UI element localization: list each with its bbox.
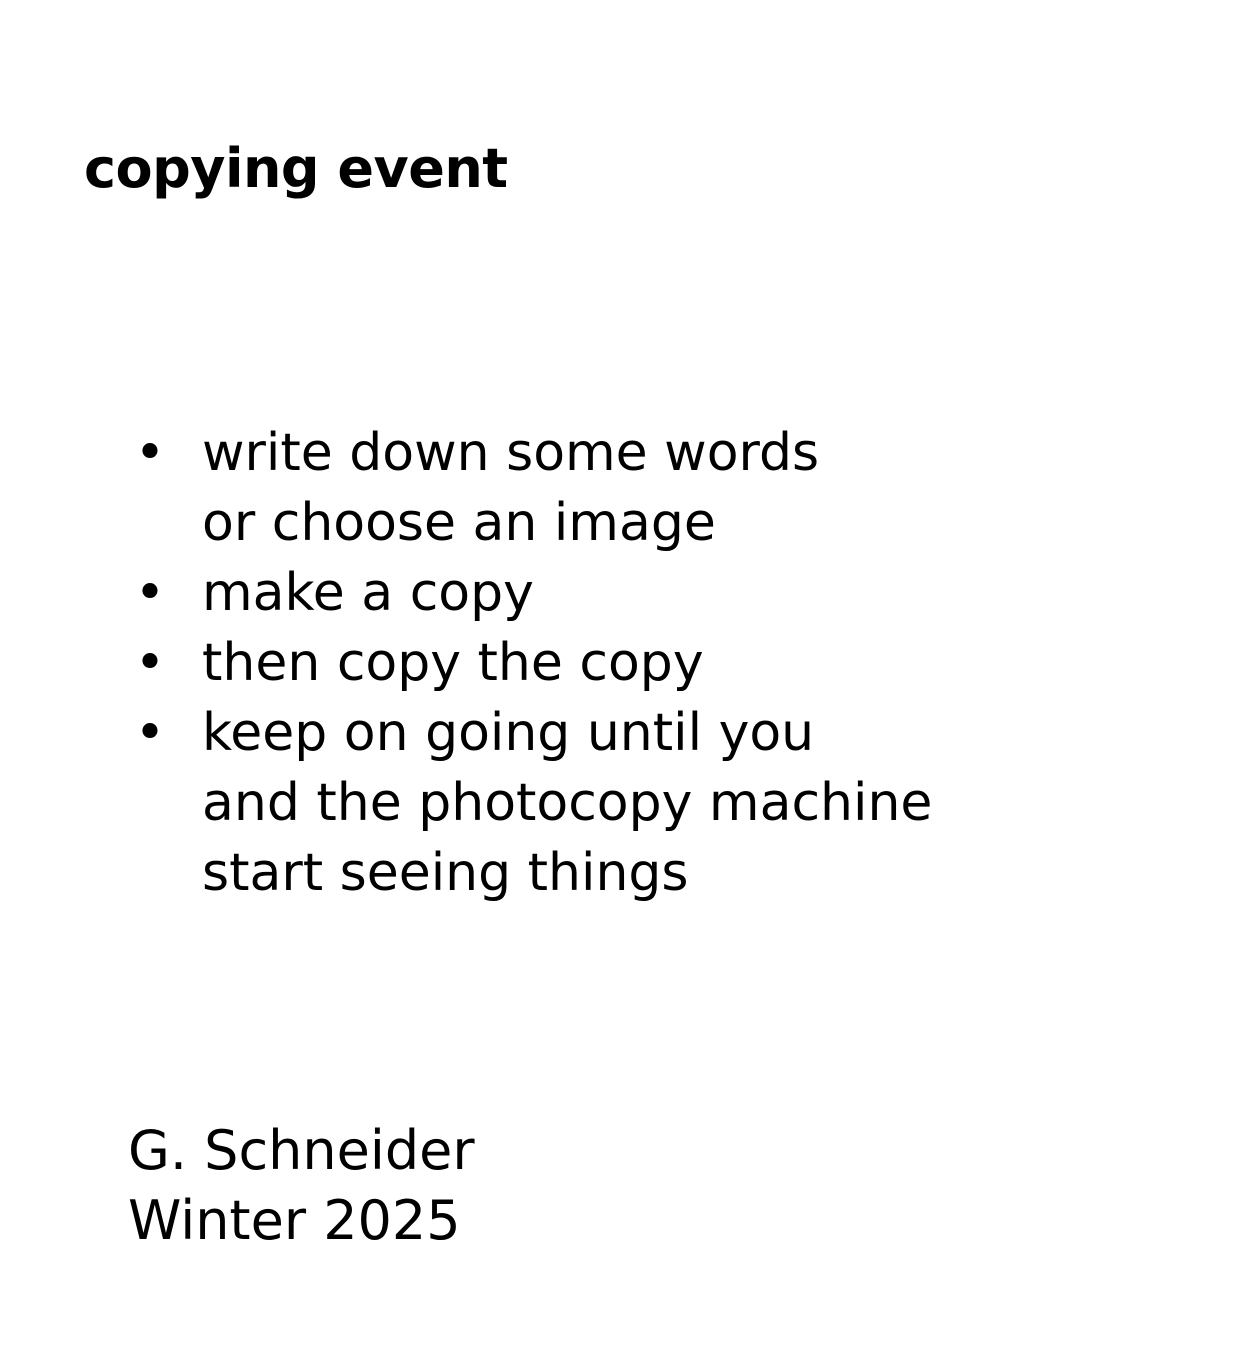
list-item-text: then copy the copy xyxy=(202,633,704,693)
date-label: Winter 2025 xyxy=(128,1189,461,1252)
bullet-icon: • xyxy=(134,563,166,623)
list-item-text: or choose an image xyxy=(202,493,716,553)
author-name: G. Schneider xyxy=(128,1119,475,1182)
list-item-text: and the photocopy machine xyxy=(202,773,933,833)
instruction-list xyxy=(130,418,932,908)
signature-block xyxy=(128,1116,475,1256)
bullet-icon: • xyxy=(134,633,166,693)
list-item xyxy=(130,698,932,908)
bullet-icon: • xyxy=(134,703,166,763)
list-item xyxy=(130,558,932,628)
bullet-icon: • xyxy=(134,423,166,483)
page-title: copying event xyxy=(84,137,508,200)
list-item xyxy=(130,418,932,558)
list-item-text: keep on going until you xyxy=(202,703,815,763)
list-item-text: write down some words xyxy=(202,423,820,483)
list-item xyxy=(130,628,932,698)
list-item-text: make a copy xyxy=(202,563,534,623)
list-item-text: start seeing things xyxy=(202,843,689,903)
